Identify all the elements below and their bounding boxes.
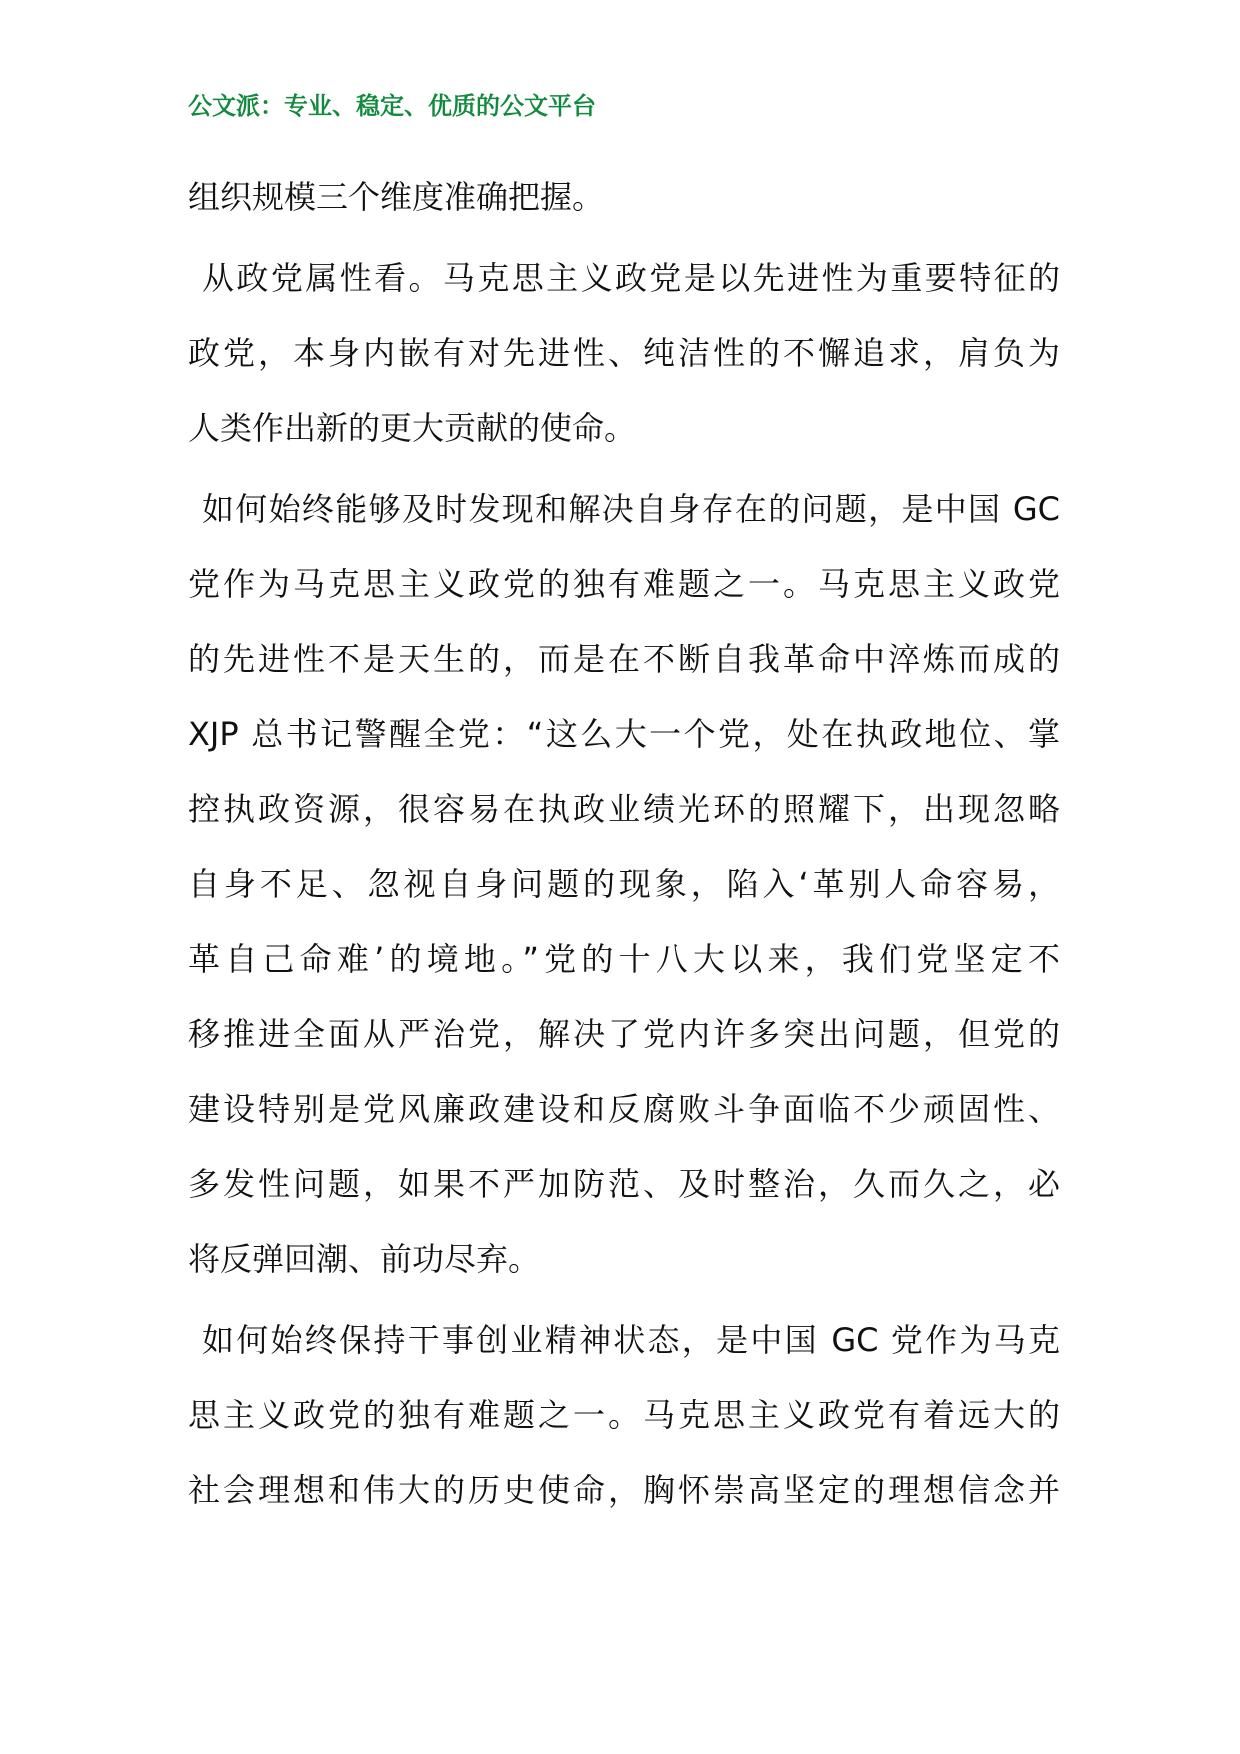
text-line: 的先进性不是天生的，而是在不断自我革命中淬炼而成的 — [188, 640, 1060, 678]
text-line: 从政党属性看。马克思主义政党是以先进性为重要特征的 — [202, 259, 1060, 297]
text-line: XJP 总书记警醒全党：“这么大一个党，处在执政地位、掌 — [188, 715, 1060, 753]
paragraph — [188, 160, 1060, 235]
document-body — [188, 160, 1060, 1528]
text-line: 多发性问题，如果不严加防范、及时整治，久而久之，必 — [188, 1165, 1060, 1203]
text-line: 控执政资源，很容易在执政业绩光环的照耀下，出现忽略 — [188, 790, 1060, 828]
text-line: 党作为马克思主义政党的独有难题之一。马克思主义政党 — [188, 565, 1060, 603]
text-line: 如何始终保持干事创业精神状态，是中国 GC 党作为马克 — [202, 1321, 1060, 1359]
text-line: 自身不足、忽视自身问题的现象，陷入‘革别人命容易， — [188, 865, 1060, 903]
text-line: 组织规模三个维度准确把握。 — [188, 178, 605, 216]
paragraph — [188, 1303, 1060, 1528]
text-line: 建设特别是党风廉政建设和反腐败斗争面临不少顽固性、 — [188, 1090, 1060, 1128]
text-line: 如何始终能够及时发现和解决自身存在的问题，是中国 GC — [202, 490, 1060, 528]
text-line: 政党，本身内嵌有对先进性、纯洁性的不懈追求，肩负为 — [188, 334, 1060, 372]
text-line: 移推进全面从严治党，解决了党内许多突出问题，但党的 — [188, 1015, 1060, 1053]
paragraph — [188, 241, 1060, 466]
text-line: 思主义政党的独有难题之一。马克思主义政党有着远大的 — [188, 1396, 1060, 1434]
text-line: 将反弹回潮、前功尽弃。 — [188, 1240, 541, 1278]
text-line: 社会理想和伟大的历史使命，胸怀崇高坚定的理想信念并 — [188, 1471, 1060, 1509]
text-line: 革自己命难’的境地。”党的十八大以来，我们党坚定不 — [188, 940, 1060, 978]
paragraph — [188, 472, 1060, 1297]
text-line: 人类作出新的更大贡献的使命。 — [188, 409, 637, 447]
page-header: 公文派：专业、稳定、优质的公文平台 — [188, 92, 596, 120]
